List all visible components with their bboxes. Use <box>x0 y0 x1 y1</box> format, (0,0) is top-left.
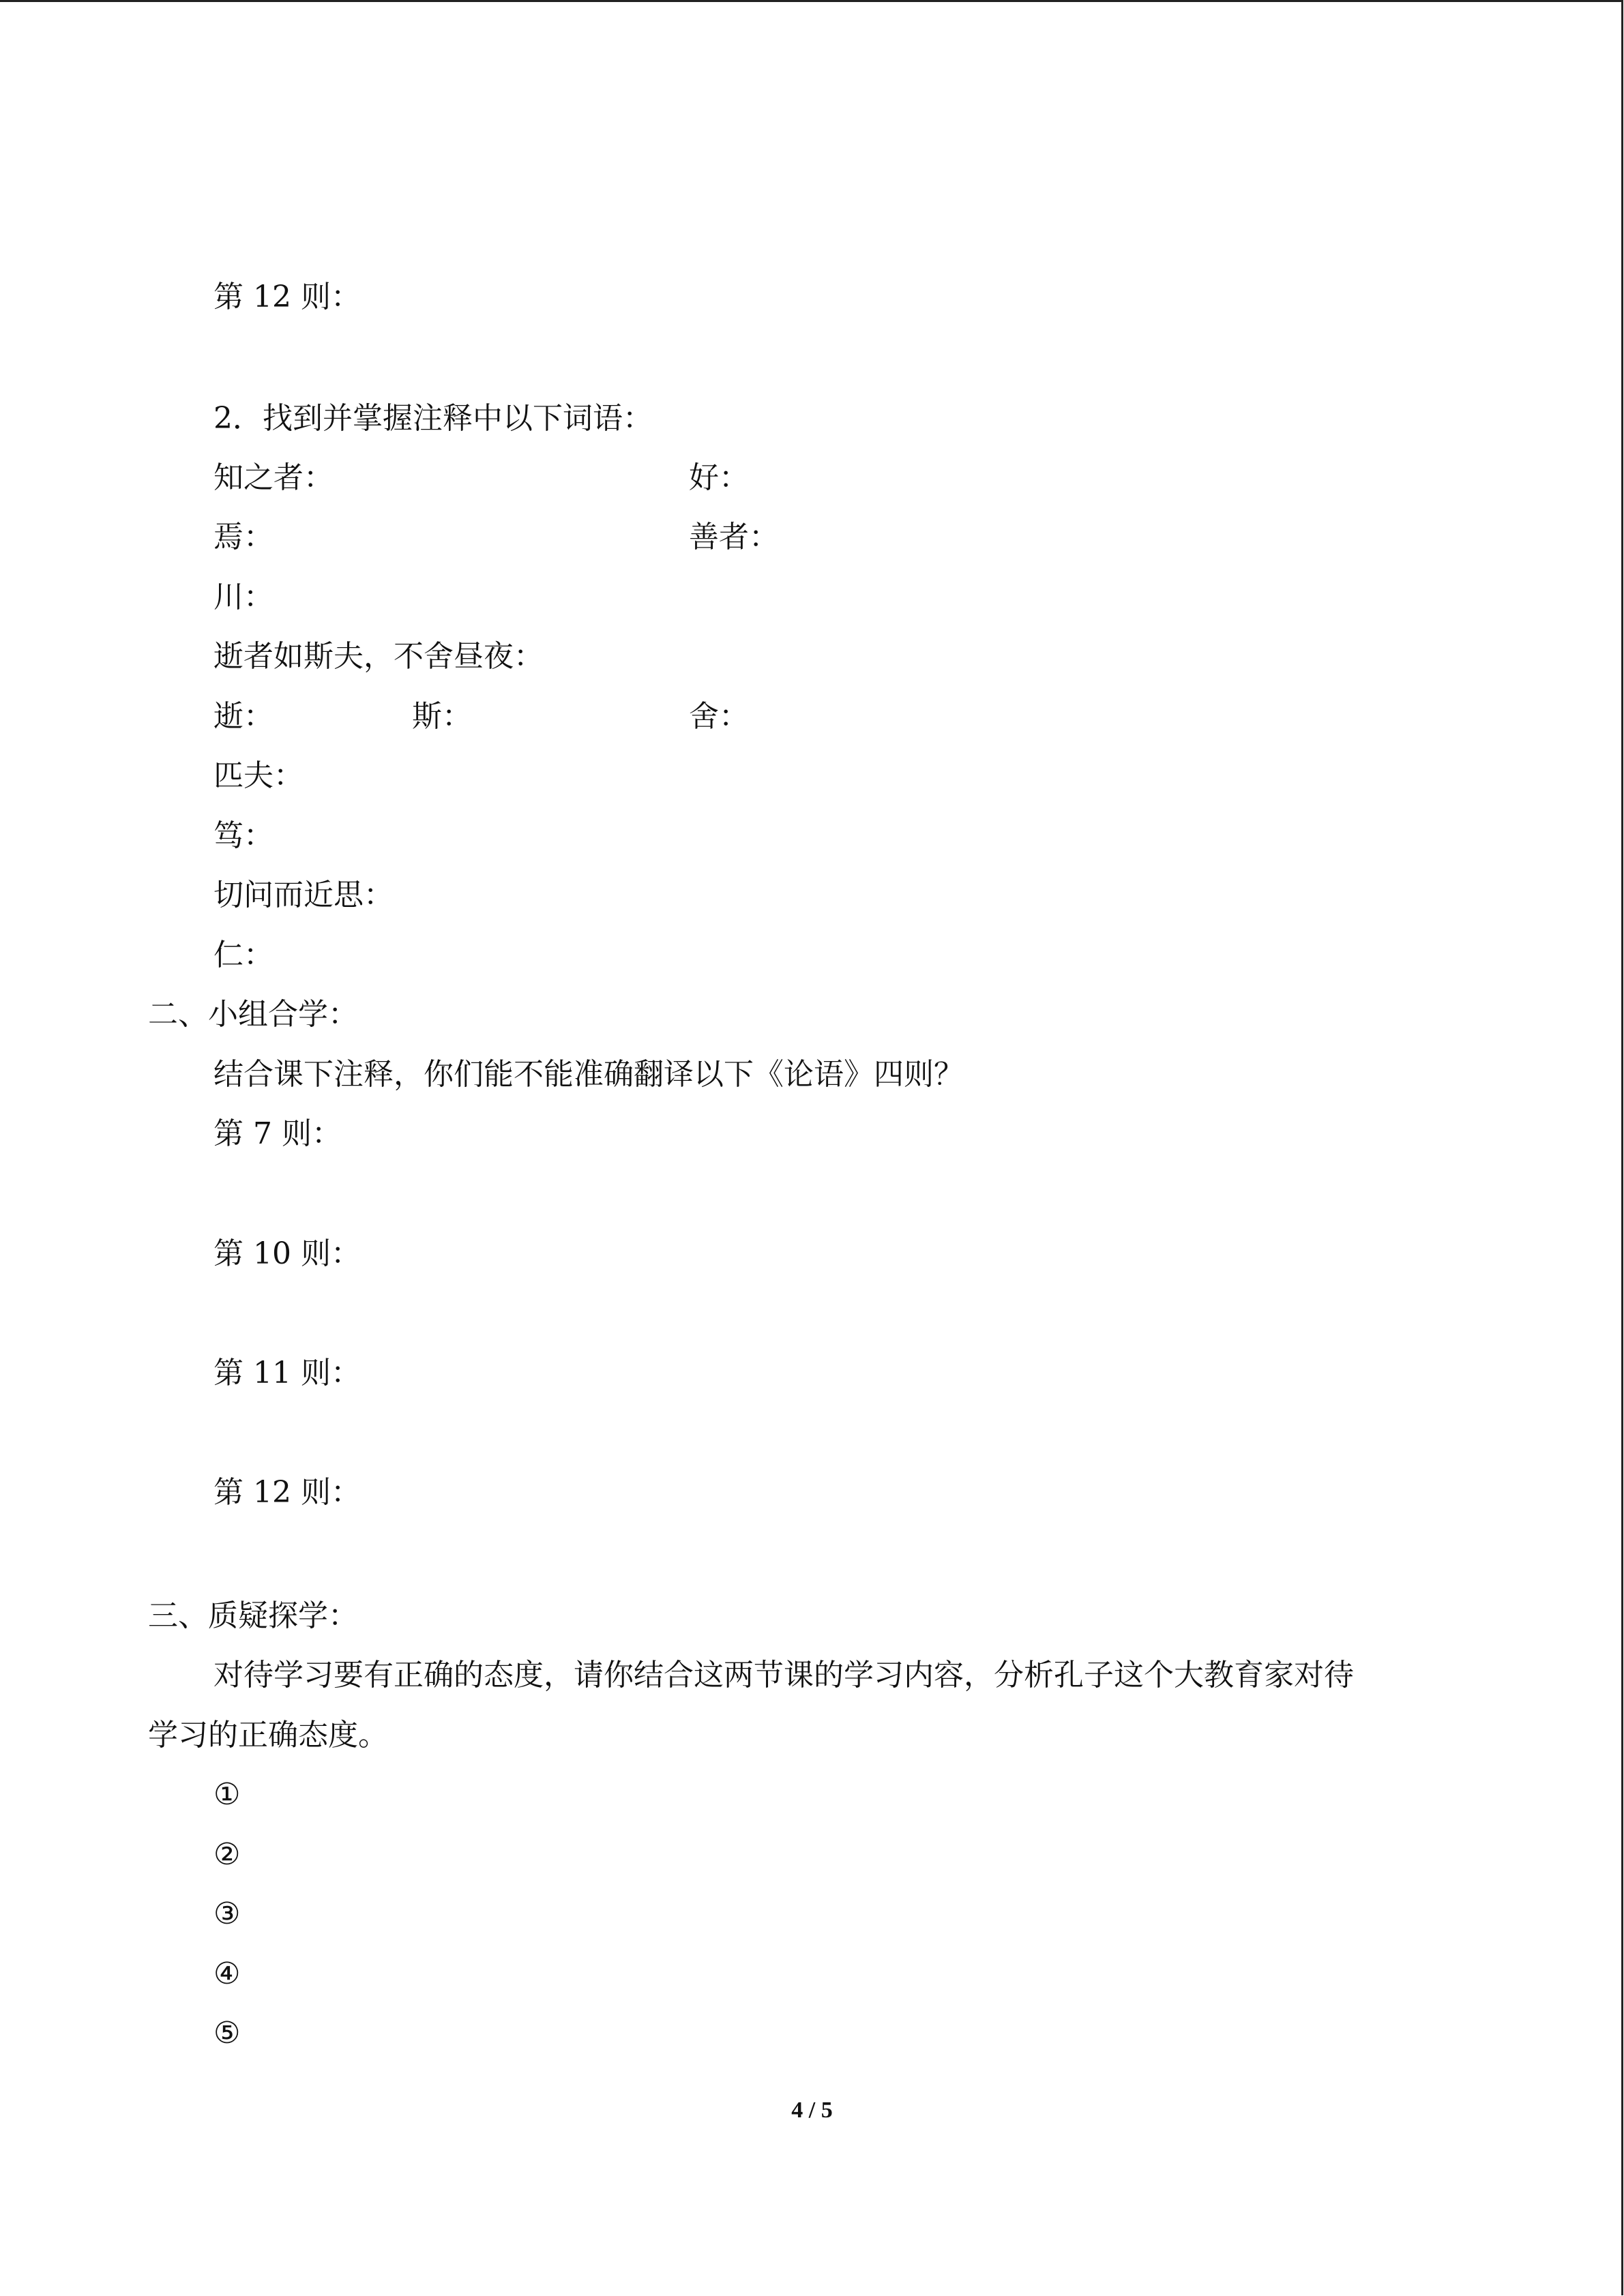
term-shi: 逝： <box>213 699 274 734</box>
answer-marker-5: ⑤ <box>213 2016 241 2051</box>
term-qiewen: 切问而近思： <box>213 878 394 912</box>
term-du: 笃： <box>213 818 274 853</box>
answer-marker-3: ③ <box>213 1896 241 1931</box>
term-shanzhe: 善者： <box>689 520 779 554</box>
translation-item-11: 第 11 则： <box>213 1356 361 1390</box>
section-2-heading: 二、小组合学： <box>148 997 358 1032</box>
term-she: 舍： <box>689 699 749 734</box>
section-3-heading: 三、质疑探学： <box>148 1598 358 1633</box>
page-number: 4 / 5 <box>791 2098 833 2123</box>
answer-marker-4: ④ <box>213 1956 241 1991</box>
section-2-instruction: 结合课下注释，你们能不能准确翻译以下《论语》四则？ <box>213 1057 964 1092</box>
translation-item-7: 第 7 则： <box>213 1116 342 1151</box>
term-zhizhizhe: 知之者： <box>213 460 334 495</box>
translation-item-12: 第 12 则： <box>213 1475 361 1510</box>
task-2-heading: 2．找到并掌握注释中以下词语： <box>213 401 653 436</box>
term-yan: 焉： <box>213 520 274 554</box>
item-12-label: 第 12 则： <box>213 280 361 314</box>
term-shizhe: 逝者如斯夫，不舍昼夜： <box>213 639 544 674</box>
term-ren: 仁： <box>213 938 274 972</box>
answer-marker-1: ① <box>213 1777 241 1812</box>
translation-item-10: 第 10 则： <box>213 1236 361 1271</box>
section-3-paragraph-line-2: 学习的正确态度。 <box>148 1718 388 1753</box>
answer-marker-2: ② <box>213 1837 241 1872</box>
section-3-paragraph-line-1: 对待学习要有正确的态度，请你结合这两节课的学习内容，分析孔子这个大教育家对待 <box>213 1658 1354 1693</box>
term-hao: 好： <box>689 460 749 495</box>
term-chuan: 川： <box>213 580 274 614</box>
term-pifu: 匹夫： <box>213 758 304 793</box>
term-si: 斯： <box>412 699 472 734</box>
